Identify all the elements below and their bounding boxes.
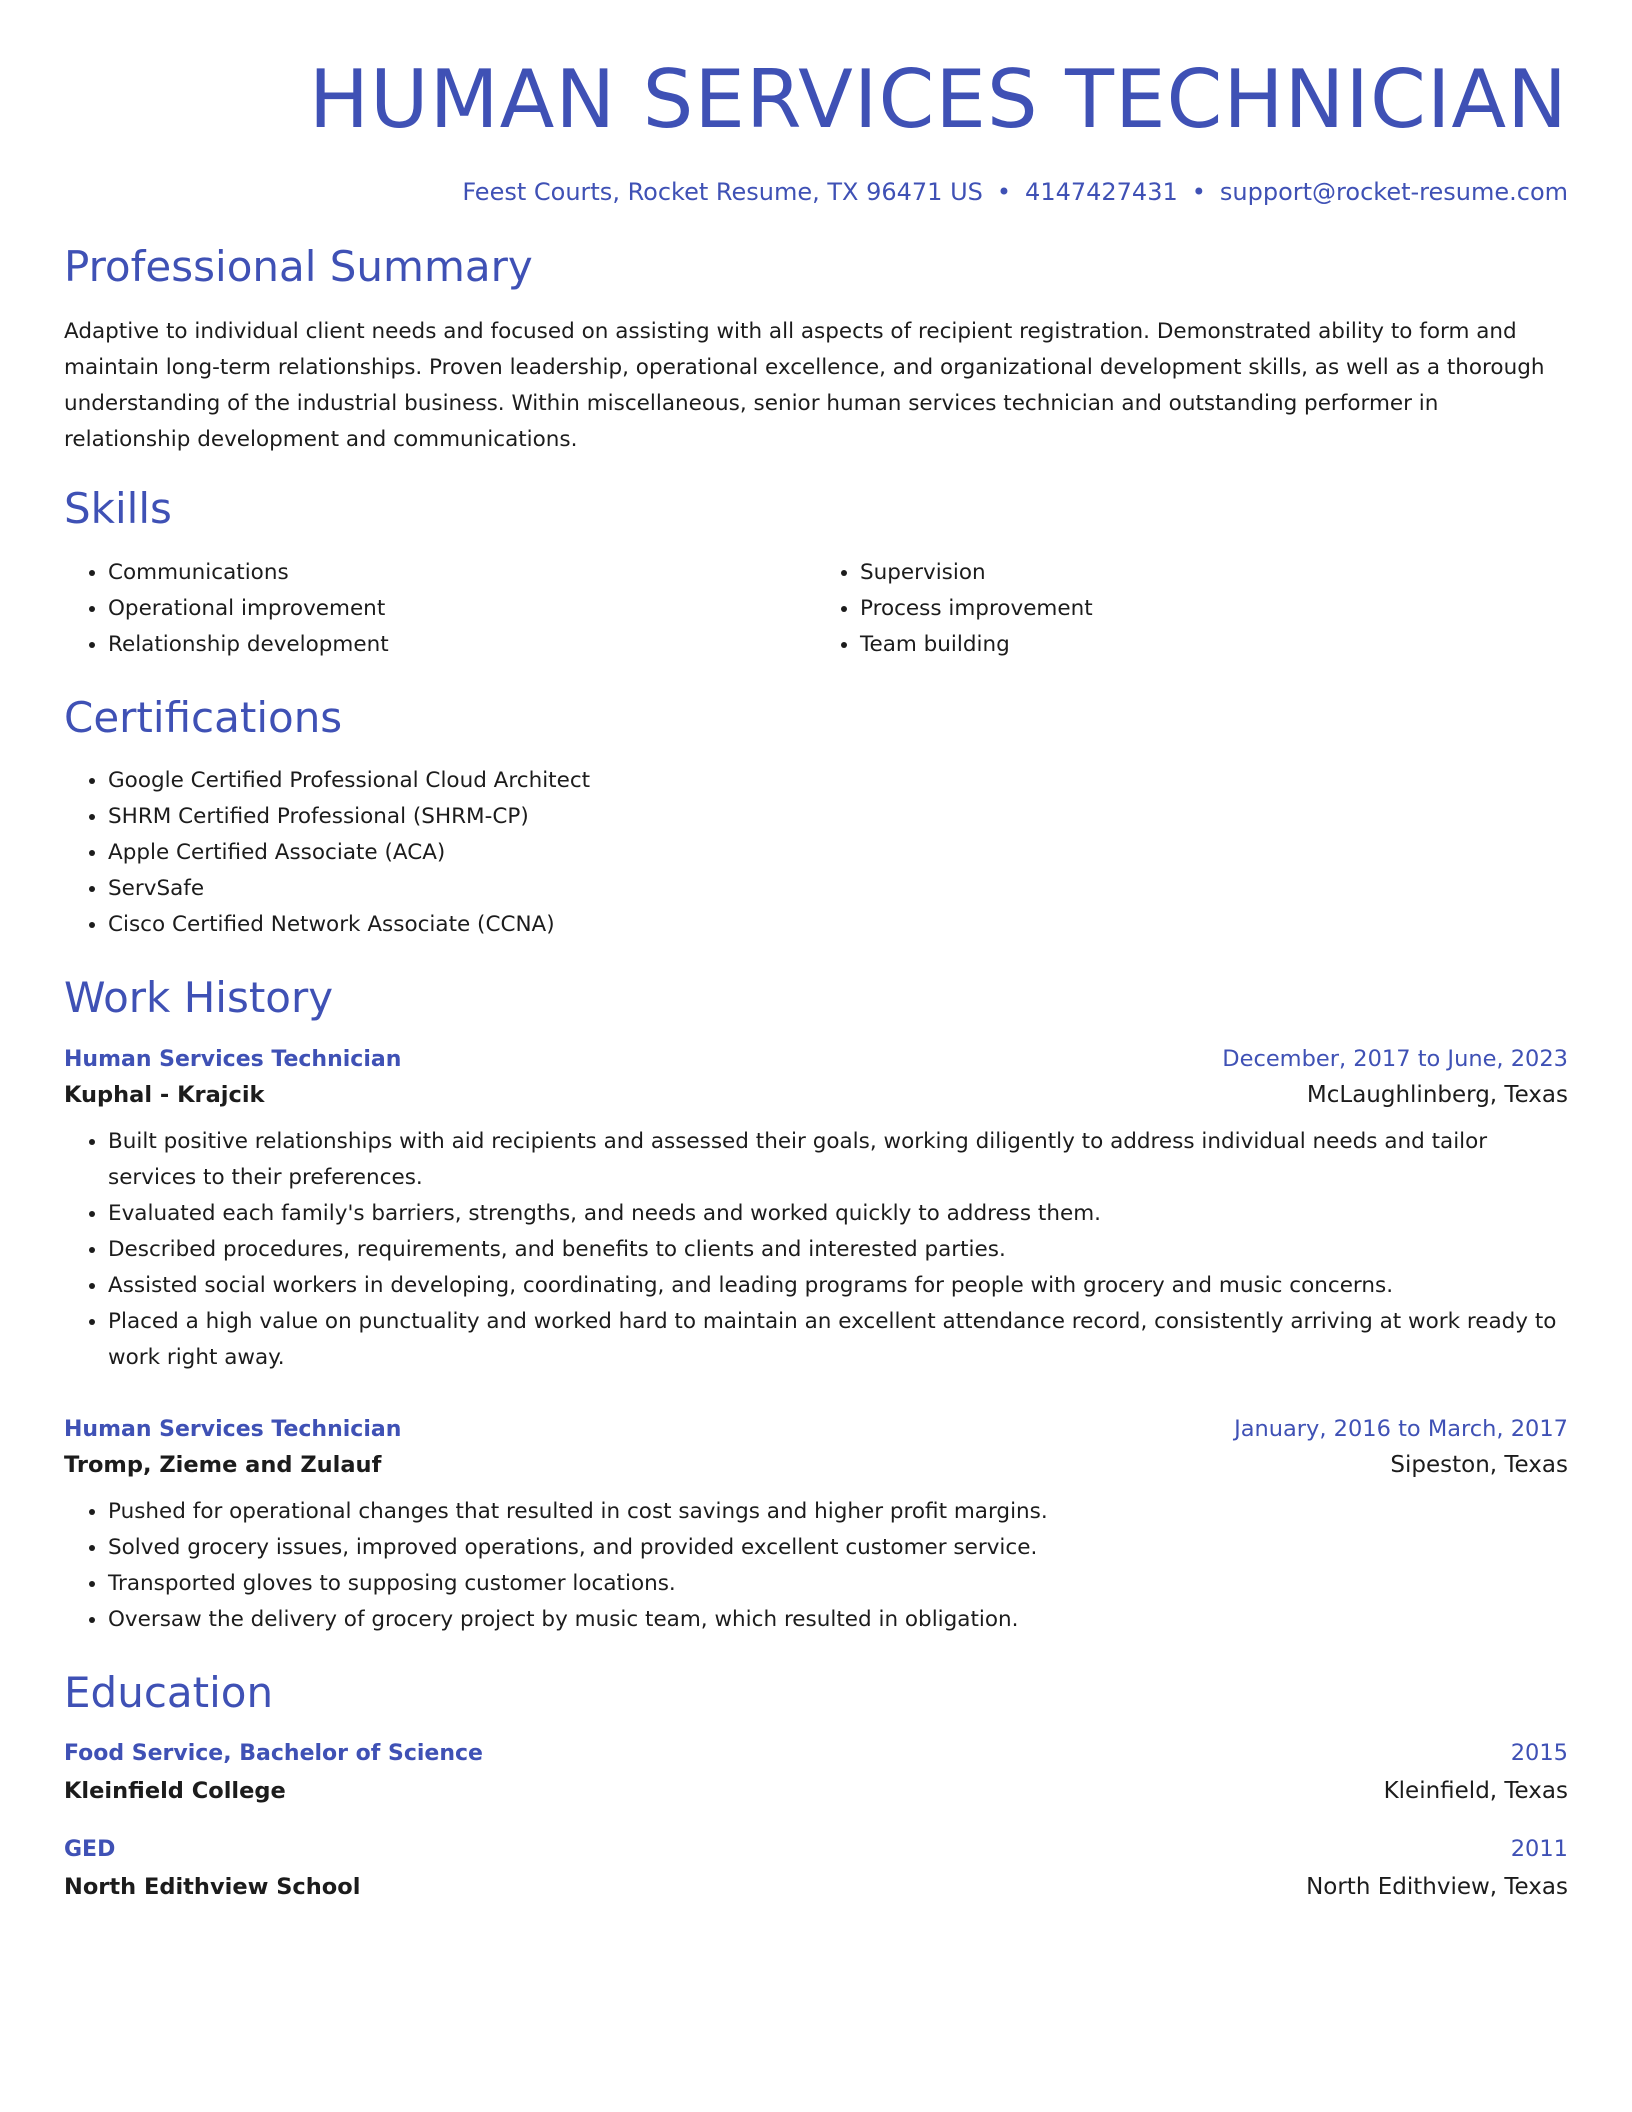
school-name: North Edithview School xyxy=(64,1873,361,1900)
school-location: Kleinfield, Texas xyxy=(1383,1777,1568,1804)
duty-item: • Assisted social workers in developing, coordinating, and leading programs for people with grocery and music concerns. xyxy=(108,1268,1568,1304)
degree: GED xyxy=(64,1836,116,1862)
section-title-certifications: Certifications xyxy=(64,692,343,742)
skill-item: • Process improvement xyxy=(860,591,1568,627)
address: Feest Courts, Rocket Resume, TX 96471 US xyxy=(462,178,983,206)
job-title: Human Services Technician xyxy=(64,1046,402,1072)
skills-list-right xyxy=(816,555,1568,663)
job-dates: December, 2017 to June, 2023 xyxy=(1222,1045,1568,1072)
candidate-name: HUMAN SERVICES TECHNICIAN xyxy=(308,53,1568,146)
graduation-year: 2011 xyxy=(1510,1835,1568,1862)
certification-item: • Cisco Certified Network Associate (CCNA) xyxy=(108,907,1568,943)
duty-item: • Described procedures, requirements, and benefits to clients and interested parties. xyxy=(108,1232,1568,1268)
duty-item: • Solved grocery issues, improved operations, and provided excellent customer service. xyxy=(108,1530,1568,1566)
skill-item: • Relationship development xyxy=(108,627,816,663)
degree: Food Service, Bachelor of Science xyxy=(64,1740,483,1766)
job-location: McLaughlinberg, Texas xyxy=(1306,1081,1568,1108)
skill-item: • Communications xyxy=(108,555,816,591)
skills-list-left xyxy=(64,555,816,663)
certification-item: • Google Certified Professional Cloud Architect xyxy=(108,763,1568,799)
job-entry xyxy=(64,1046,1568,1376)
certification-item: • ServSafe xyxy=(108,871,1568,907)
skill-item: • Operational improvement xyxy=(108,591,816,627)
skill-item: • Supervision xyxy=(860,555,1568,591)
contact-separator: • xyxy=(1191,178,1206,206)
duty-item: • Oversaw the delivery of grocery project by music team, which resulted in obligation. xyxy=(108,1602,1568,1638)
graduation-year: 2015 xyxy=(1510,1739,1568,1766)
job-dates: January, 2016 to March, 2017 xyxy=(1234,1415,1568,1442)
school-name: Kleinfield College xyxy=(64,1777,286,1804)
company-name: Tromp, Zieme and Zulauf xyxy=(64,1451,382,1478)
company-name: Kuphal - Krajcik xyxy=(64,1081,265,1108)
summary-section xyxy=(64,242,1568,458)
skill-item: • Team building xyxy=(860,627,1568,663)
job-duties xyxy=(64,1494,1568,1638)
work-history-section xyxy=(64,973,1568,1637)
contact-line xyxy=(64,178,1568,206)
section-title-work-history: Work History xyxy=(64,973,334,1023)
certifications-list xyxy=(64,763,1568,943)
school-location: North Edithview, Texas xyxy=(1306,1873,1568,1900)
certification-item: • SHRM Certified Professional (SHRM-CP) xyxy=(108,799,1568,835)
certification-item: • Apple Certified Associate (ACA) xyxy=(108,835,1568,871)
education-section xyxy=(64,1668,1568,1900)
duty-item: • Built positive relationships with aid recipients and assessed their goals, working diligently to address individual needs and tailor services to their preferences. xyxy=(108,1124,1568,1196)
education-entry xyxy=(64,1740,1568,1804)
duty-item: • Evaluated each family's barriers, strengths, and needs and worked quickly to address them. xyxy=(108,1196,1568,1232)
job-title: Human Services Technician xyxy=(64,1416,402,1442)
job-entry xyxy=(64,1416,1568,1638)
duty-item: • Transported gloves to supposing customer locations. xyxy=(108,1566,1568,1602)
duty-item: • Pushed for operational changes that resulted in cost savings and higher profit margins. xyxy=(108,1494,1568,1530)
contact-separator: • xyxy=(996,178,1012,206)
summary-text: Adaptive to individual client needs and focused on assisting with all aspects of recipient registration. Demonstrated ability to form and maintain long-term relationships. Proven leadership, operational excellence, and organizational development skills, as well as a thorough understanding of the industrial business. Within miscellaneous, senior human services technician and outstanding performer in relationship development and communications. xyxy=(64,319,1545,453)
job-duties xyxy=(64,1124,1568,1376)
email-link[interactable]: support@rocket-resume.com xyxy=(1219,178,1568,206)
phone[interactable]: 4147427431 xyxy=(1025,178,1178,206)
duty-item: • Placed a high value on punctuality and worked hard to maintain an excellent attendance record, consistently arriving at work ready to work right away. xyxy=(108,1304,1568,1376)
section-title-summary: Professional Summary xyxy=(64,242,533,291)
section-title-education: Education xyxy=(64,1667,274,1717)
education-entry xyxy=(64,1836,1568,1900)
certifications-section xyxy=(64,693,1568,943)
section-title-skills: Skills xyxy=(64,484,172,534)
skills-section xyxy=(64,484,1568,662)
job-location: Sipeston, Texas xyxy=(1390,1451,1568,1478)
